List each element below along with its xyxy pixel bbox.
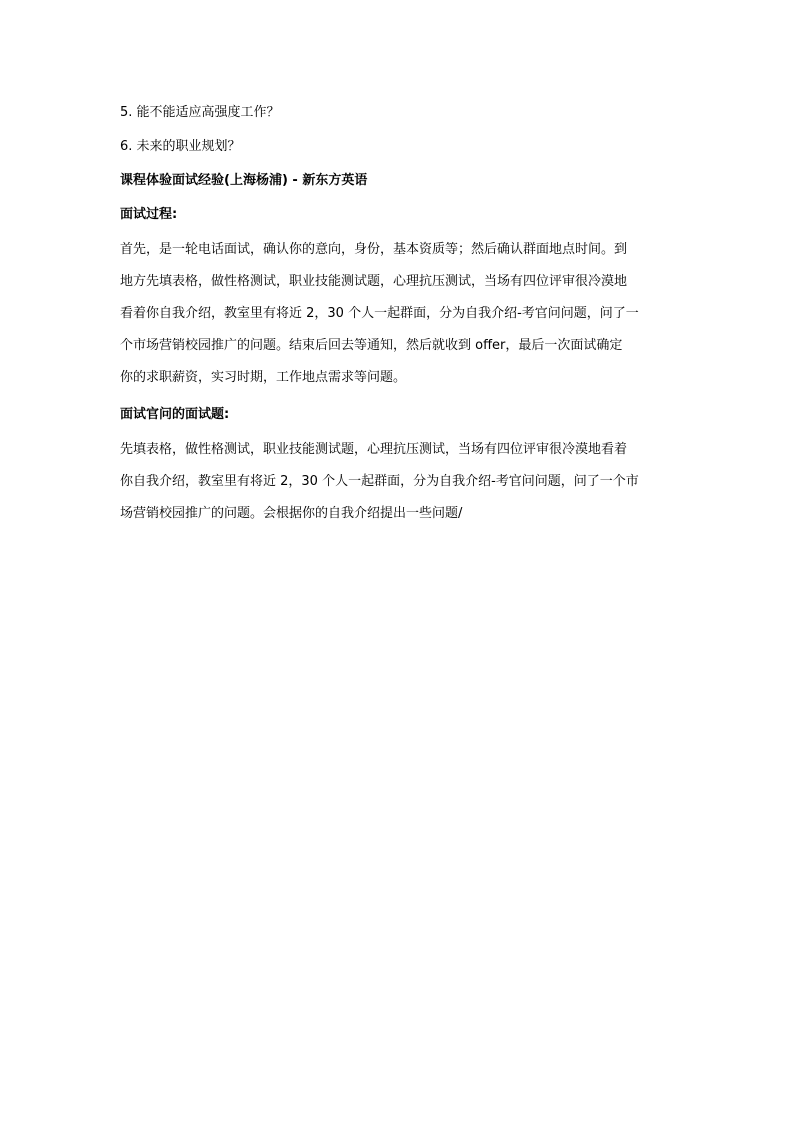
process-paragraph <box>120 234 680 394</box>
list-item-6: 6. 未来的职业规划？ <box>120 139 241 154</box>
questions-line: 你自我介绍，教室里有将近 2，30 个人一起群面，分为自我介绍-考官问问题，问了一个市 <box>120 474 639 489</box>
process-line: 个市场营销校园推广的问题。结束后回去等通知，然后就收到 offer，最后一次面试确定 <box>120 338 623 353</box>
questions-paragraph <box>120 434 680 530</box>
section-title: 课程体验面试经验(上海杨浦) - 新东方英语 <box>120 173 368 188</box>
list-item-5: 5. 能不能适应高强度工作？ <box>120 105 280 120</box>
process-line: 看着你自我介绍，教室里有将近 2，30 个人一起群面，分为自我介绍-考官问问题，问了一 <box>120 306 639 321</box>
process-heading: 面试过程: <box>120 207 178 222</box>
questions-line: 先填表格，做性格测试，职业技能测试题，心理抗压测试，当场有四位评审很冷漠地看着 <box>120 442 628 457</box>
process-line: 你的求职薪资，实习时期，工作地点需求等问题。 <box>120 370 407 385</box>
questions-heading: 面试官问的面试题: <box>120 407 230 422</box>
document-body <box>120 100 680 530</box>
questions-line: 场营销校园推广的问题。会根据你的自我介绍提出一些问题/ <box>120 506 463 521</box>
process-line: 首先，是一轮电话面试，确认你的意向，身份，基本资质等；然后确认群面地点时间。到 <box>120 242 628 257</box>
process-line: 地方先填表格，做性格测试，职业技能测试题，心理抗压测试，当场有四位评审很冷漠地 <box>120 274 628 289</box>
